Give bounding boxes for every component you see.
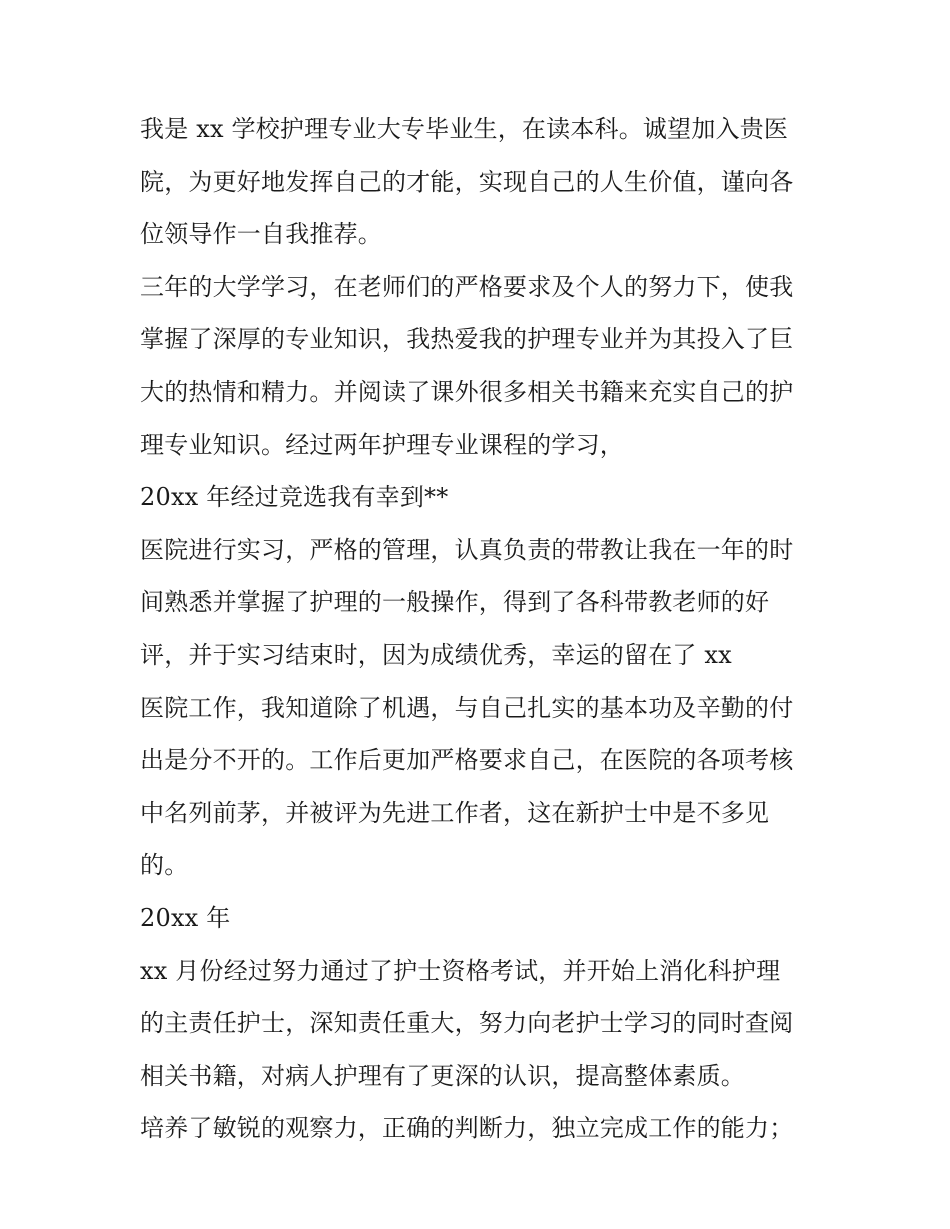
text-line: 医院工作，我知道除了机遇，与自己扎实的基本功及辛勤的付 (140, 693, 794, 722)
text-line: 我是 xx 学校护理专业大专毕业生，在读本科。诚望加入贵医 (140, 115, 789, 143)
text-line: 20xx 年 (140, 903, 231, 932)
text-line: 中名列前茅，并被评为先进工作者，这在新护士中是不多见 (140, 798, 770, 827)
text-line: 20xx 年经过竞选我有幸到** (140, 483, 449, 512)
text-line: xx 月份经过努力通过了护士资格考试，并开始上消化科护理 (140, 956, 781, 985)
text-line: 的主责任护士，深知责任重大，努力向老护士学习的同时查阅 (140, 1009, 794, 1038)
text-line: 位领导作一自我推荐。 (140, 220, 382, 249)
text-line: 评，并于实习结束时，因为成绩优秀，幸运的留在了 xx (140, 640, 732, 669)
text-line: 大的热情和精力。并阅读了课外很多相关书籍来充实自己的护 (140, 377, 794, 406)
document-body (140, 103, 820, 1155)
text-line: 培养了敏锐的观察力，正确的判断力，独立完成工作的能力； (140, 1114, 794, 1143)
text-line: 掌握了深厚的专业知识，我热爱我的护理专业并为其投入了巨 (140, 325, 794, 354)
text-line: 相关书籍，对病人护理有了更深的认识，提高整体素质。 (140, 1061, 745, 1090)
text-line: 院，为更好地发挥自己的才能，实现自己的人生价值，谨向各 (140, 167, 794, 196)
text-line: 医院进行实习，严格的管理，认真负责的带教让我在一年的时 (140, 535, 794, 564)
text-line: 间熟悉并掌握了护理的一般操作，得到了各科带教老师的好 (140, 588, 770, 617)
text-line: 出是分不开的。工作后更加严格要求自己，在医院的各项考核 (140, 746, 794, 775)
text-line: 理专业知识。经过两年护理专业课程的学习， (140, 430, 624, 459)
text-line: 三年的大学学习，在老师们的严格要求及个人的努力下，使我 (140, 272, 794, 301)
text-line: 的。 (140, 851, 189, 880)
